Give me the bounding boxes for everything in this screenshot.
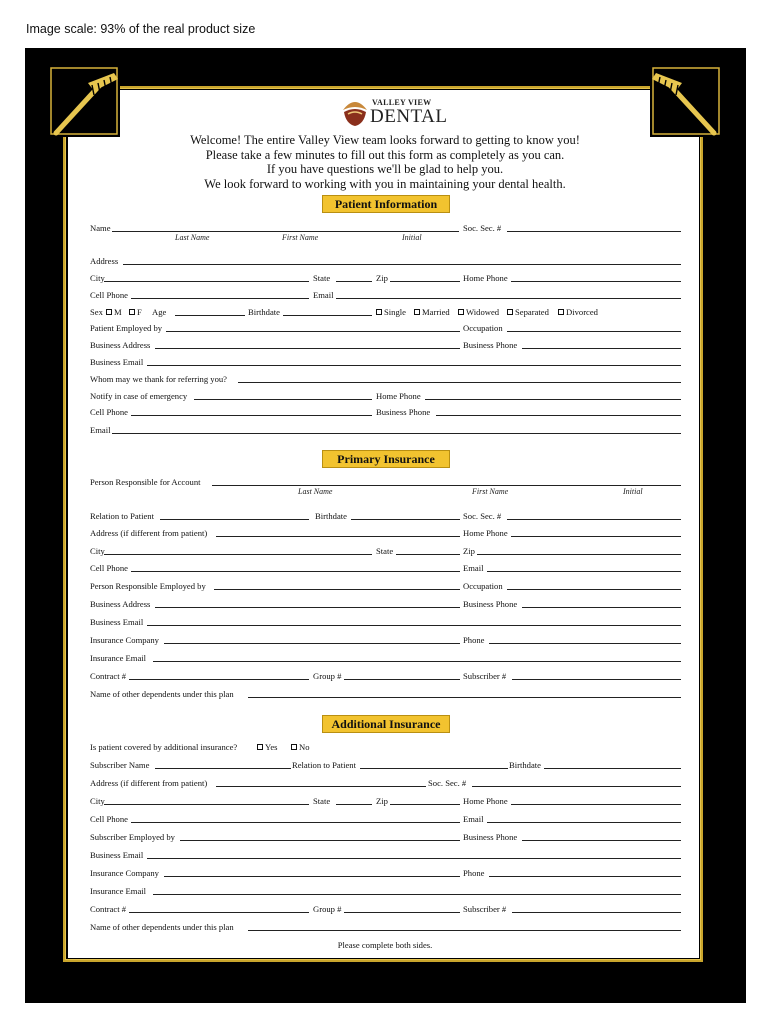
marital-divorced-option[interactable] (558, 307, 598, 317)
address-field[interactable] (123, 264, 681, 265)
logo-mark-icon (340, 98, 370, 128)
separated-label: Separated (515, 307, 549, 317)
city-label: City (90, 796, 105, 806)
zip-field[interactable] (390, 804, 460, 805)
marital-married-option[interactable] (414, 307, 450, 317)
logo-line2: DENTAL (370, 106, 448, 127)
last-name-caption: Last Name (175, 233, 210, 242)
patient-employed-label: Patient Employed by (90, 323, 163, 333)
business-email-field[interactable] (147, 625, 681, 626)
soc-sec-label: Soc. Sec. # (428, 778, 467, 788)
checkbox-icon (257, 744, 263, 750)
state-label: State (376, 546, 394, 556)
birthdate-label: Birthdate (509, 760, 541, 770)
home-phone-label: Home Phone (463, 273, 508, 283)
emergency-home-phone-label: Home Phone (376, 391, 421, 401)
city-label: City (90, 546, 105, 556)
sex-f-label: F (137, 307, 142, 317)
subscriber-name-label: Subscriber Name (90, 760, 150, 770)
sex-m-option[interactable] (106, 307, 122, 317)
responsible-person-label: Person Responsible for Account (90, 477, 201, 487)
checkbox-icon (558, 309, 564, 315)
insurance-phone-field[interactable] (489, 876, 681, 877)
subscriber-name-field[interactable] (155, 768, 291, 769)
insurance-email-label: Insurance Email (90, 886, 147, 896)
occupation-field[interactable] (507, 589, 681, 590)
checkbox-icon (129, 309, 135, 315)
checkbox-icon (106, 309, 112, 315)
marital-single-option[interactable] (376, 307, 406, 317)
form-paper (68, 90, 699, 958)
checkbox-icon (291, 744, 297, 750)
business-address-field[interactable] (155, 348, 460, 349)
birthdate-label: Birthdate (248, 307, 280, 317)
business-email-label: Business Email (90, 850, 144, 860)
subscriber-label: Subscriber # (463, 904, 507, 914)
occupation-label: Occupation (463, 581, 503, 591)
home-phone-field[interactable] (511, 281, 681, 282)
business-phone-label: Business Phone (463, 599, 518, 609)
emergency-home-phone-field[interactable] (425, 399, 681, 400)
relation-label: Relation to Patient (292, 760, 356, 770)
insurance-phone-field[interactable] (489, 643, 681, 644)
soc-sec-label: Soc. Sec. # (463, 511, 502, 521)
business-phone-field[interactable] (522, 840, 681, 841)
first-name-caption: First Name (472, 487, 509, 496)
email-label: Email (463, 563, 484, 573)
name-field[interactable] (112, 231, 459, 232)
responsible-employed-field[interactable] (214, 589, 460, 590)
state-field[interactable] (396, 554, 460, 555)
home-phone-label: Home Phone (463, 528, 508, 538)
relation-field[interactable] (160, 519, 309, 520)
cell-phone-label: Cell Phone (90, 563, 128, 573)
emergency-cell-phone-field[interactable] (131, 415, 372, 416)
checkbox-icon (507, 309, 513, 315)
business-email-field[interactable] (147, 365, 681, 366)
age-field[interactable] (175, 315, 245, 316)
toothbrush-corner-icon (48, 65, 120, 137)
group-label: Group # (313, 904, 342, 914)
emergency-contact-field[interactable] (194, 399, 372, 400)
business-address-label: Business Address (90, 340, 151, 350)
single-label: Single (384, 307, 406, 317)
marital-widowed-option[interactable] (458, 307, 499, 317)
sex-f-option[interactable] (129, 307, 142, 317)
contract-field[interactable] (129, 679, 309, 680)
birthdate-label: Birthdate (315, 511, 347, 521)
emergency-email-field[interactable] (112, 433, 681, 434)
occupation-field[interactable] (507, 331, 681, 332)
no-label: No (299, 742, 310, 752)
welcome-line: We look forward to working with you in maintaining your dental health. (204, 176, 566, 191)
subscriber-employed-field[interactable] (180, 840, 460, 841)
contract-label: Contract # (90, 671, 127, 681)
city-field[interactable] (104, 281, 309, 282)
address-different-label: Address (if different from patient) (90, 528, 208, 538)
patient-information-heading: Patient Information (322, 195, 450, 213)
birthdate-field[interactable] (283, 315, 372, 316)
insurance-phone-label: Phone (463, 868, 485, 878)
city-label: City (90, 273, 105, 283)
group-label: Group # (313, 671, 342, 681)
welcome-message (150, 133, 620, 191)
contract-label: Contract # (90, 904, 127, 914)
state-label: State (313, 273, 331, 283)
business-email-label: Business Email (90, 617, 144, 627)
last-name-caption: Last Name (298, 487, 333, 496)
address-different-field[interactable] (216, 536, 460, 537)
subscriber-field[interactable] (512, 679, 681, 680)
insurance-company-field[interactable] (164, 643, 460, 644)
subscriber-field[interactable] (512, 912, 681, 913)
dependents-label: Name of other dependents under this plan (90, 689, 234, 699)
emergency-cell-phone-label: Cell Phone (90, 407, 128, 417)
checkbox-icon (376, 309, 382, 315)
cell-phone-label: Cell Phone (90, 290, 128, 300)
cell-phone-label: Cell Phone (90, 814, 128, 824)
state-field[interactable] (336, 281, 372, 282)
valley-view-dental-logo (340, 96, 448, 132)
initial-caption: Initial (402, 233, 422, 242)
email-label: Email (313, 290, 334, 300)
state-field[interactable] (336, 804, 372, 805)
business-phone-label: Business Phone (463, 340, 518, 350)
emergency-business-phone-label: Business Phone (376, 407, 431, 417)
dependents-field[interactable] (248, 697, 681, 698)
divorced-label: Divorced (566, 307, 598, 317)
initial-caption: Initial (623, 487, 643, 496)
relation-label: Relation to Patient (90, 511, 154, 521)
address-different-label: Address (if different from patient) (90, 778, 208, 788)
covered-question-label: Is patient covered by additional insurance? (90, 742, 238, 752)
referral-field[interactable] (238, 382, 681, 383)
soc-sec-label: Soc. Sec. # (463, 223, 502, 233)
contract-field[interactable] (129, 912, 309, 913)
cell-phone-field[interactable] (131, 822, 460, 823)
address-label: Address (90, 256, 119, 266)
home-phone-field[interactable] (511, 536, 681, 537)
first-name-caption: First Name (282, 233, 319, 242)
business-phone-field[interactable] (522, 607, 681, 608)
checkbox-icon (458, 309, 464, 315)
state-label: State (313, 796, 331, 806)
image-scale-note: Image scale: 93% of the real product size (26, 22, 256, 36)
insurance-company-label: Insurance Company (90, 635, 159, 645)
insurance-email-field[interactable] (153, 661, 681, 662)
married-label: Married (422, 307, 450, 317)
business-email-field[interactable] (147, 858, 681, 859)
birthdate-field[interactable] (544, 768, 681, 769)
group-field[interactable] (344, 679, 460, 680)
occupation-label: Occupation (463, 323, 503, 333)
responsible-person-field[interactable] (212, 485, 681, 486)
welcome-line: Please take a few minutes to fill out this form as completely as you can. (205, 147, 565, 162)
email-label: Email (463, 814, 484, 824)
widowed-label: Widowed (466, 307, 500, 317)
zip-label: Zip (376, 273, 388, 283)
cell-phone-field[interactable] (131, 298, 309, 299)
email-field[interactable] (487, 822, 681, 823)
primary-insurance-heading: Primary Insurance (322, 450, 450, 468)
birthdate-field[interactable] (351, 519, 460, 520)
address-different-field[interactable] (216, 786, 426, 787)
covered-yes-option[interactable] (257, 742, 278, 752)
business-phone-label: Business Phone (463, 832, 518, 842)
marital-separated-option[interactable] (507, 307, 549, 317)
zip-label: Zip (463, 546, 475, 556)
referral-label: Whom may we thank for referring you? (90, 374, 227, 384)
subscriber-employed-label: Subscriber Employed by (90, 832, 175, 842)
dependents-field[interactable] (248, 930, 681, 931)
email-field[interactable] (487, 571, 681, 572)
emergency-contact-label: Notify in case of emergency (90, 391, 188, 401)
business-address-field[interactable] (155, 607, 460, 608)
name-label: Name (90, 223, 111, 233)
zip-field[interactable] (390, 281, 460, 282)
logo-line1: VALLEY VIEW (372, 98, 432, 107)
email-field[interactable] (336, 298, 681, 299)
sex-m-label: M (114, 307, 122, 317)
covered-no-option[interactable] (291, 742, 310, 752)
soc-sec-field[interactable] (507, 519, 681, 520)
home-phone-label: Home Phone (463, 796, 508, 806)
emergency-business-phone-field[interactable] (436, 415, 681, 416)
zip-field[interactable] (477, 554, 681, 555)
group-field[interactable] (344, 912, 460, 913)
emergency-email-label: Email (90, 425, 111, 435)
toothbrush-corner-icon (650, 65, 722, 137)
patient-employed-field[interactable] (166, 331, 460, 332)
soc-sec-field[interactable] (472, 786, 681, 787)
insurance-company-label: Insurance Company (90, 868, 159, 878)
cell-phone-field[interactable] (131, 571, 460, 572)
relation-field[interactable] (360, 768, 508, 769)
city-field[interactable] (104, 554, 372, 555)
zip-label: Zip (376, 796, 388, 806)
footer-note: Please complete both sides. (337, 940, 433, 950)
insurance-email-field[interactable] (153, 894, 681, 895)
home-phone-field[interactable] (511, 804, 681, 805)
city-field[interactable] (104, 804, 309, 805)
business-phone-field[interactable] (522, 348, 681, 349)
insurance-phone-label: Phone (463, 635, 485, 645)
insurance-company-field[interactable] (164, 876, 460, 877)
age-label: Age (152, 307, 167, 317)
insurance-email-label: Insurance Email (90, 653, 147, 663)
responsible-employed-label: Person Responsible Employed by (90, 581, 206, 591)
subscriber-label: Subscriber # (463, 671, 507, 681)
welcome-line: If you have questions we'll be glad to help you. (266, 162, 504, 176)
yes-label: Yes (265, 742, 278, 752)
welcome-line: Welcome! The entire Valley View team looks forward to getting to know you! (190, 133, 580, 147)
soc-sec-field[interactable] (507, 231, 681, 232)
dependents-label: Name of other dependents under this plan (90, 922, 234, 932)
additional-insurance-heading: Additional Insurance (322, 715, 450, 733)
business-email-label: Business Email (90, 357, 144, 367)
business-address-label: Business Address (90, 599, 151, 609)
checkbox-icon (414, 309, 420, 315)
sex-label: Sex (90, 307, 103, 317)
